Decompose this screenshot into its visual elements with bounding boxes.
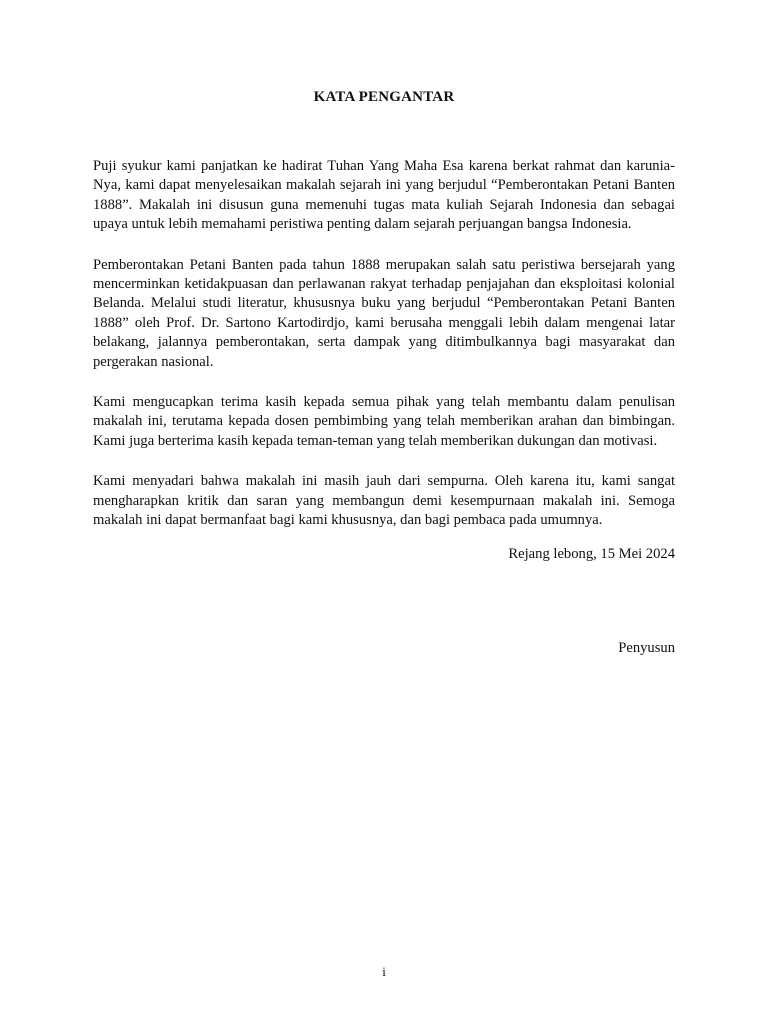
paragraph-1: Puji syukur kami panjatkan ke hadirat Tuhan Yang Maha Esa karena berkat rahmat dan karunia-Nya, kami dapat menyelesaikan makalah sejarah ini yang berjudul “Pemberontakan Petani Banten 1888”. Makalah ini disusun guna memenuhi tugas mata kuliah Sejarah Indonesia dan sebagai upaya untuk lebih memahami peristiwa penting dalam sejarah perjuangan bangsa Indonesia. [93,158,675,233]
paragraph-3: Kami mengucapkan terima kasih kepada semua pihak yang telah membantu dalam penulisan makalah ini, terutama kepada dosen pembimbing yang telah memberikan arahan dan bimbingan. Kami juga berterima kasih kepada teman-teman yang telah memberikan dukungan dan motivasi. [93,394,675,449]
place-date: Rejang lebong, 15 Mei 2024 [508,546,675,562]
page-title: KATA PENGANTAR [313,89,455,105]
page-number: i [382,964,386,979]
paragraph-4: Kami menyadari bahwa makalah ini masih jauh dari sempurna. Oleh karena itu, kami sangat mengharapkan kritik dan saran yang membangun demi kesempurnaan makalah ini. Semoga makalah ini dapat bermanfaat bagi kami khususnya, dan bagi pembaca pada umumnya. [93,473,675,529]
paragraph-2: Pemberontakan Petani Banten pada tahun 1888 merupakan salah satu peristiwa bersejarah yang mencerminkan ketidakpuasan dan perlawanan rakyat terhadap penjajahan dan eksploitasi kolonial Belanda. Melalui studi literatur, khususnya buku yang berjudul “Pemberontakan Petani Banten 1888” oleh Prof. Dr. Sartono Kartodirdjo, kami berusaha menggali lebih dalam mengenai latar belakang, jalannya pemberontakan, serta dampak yang ditimbulkannya bagi masyarakat dan pergerakan nasional. [93,256,675,370]
body-text [93,157,675,552]
signer: Penyusun [618,640,675,656]
